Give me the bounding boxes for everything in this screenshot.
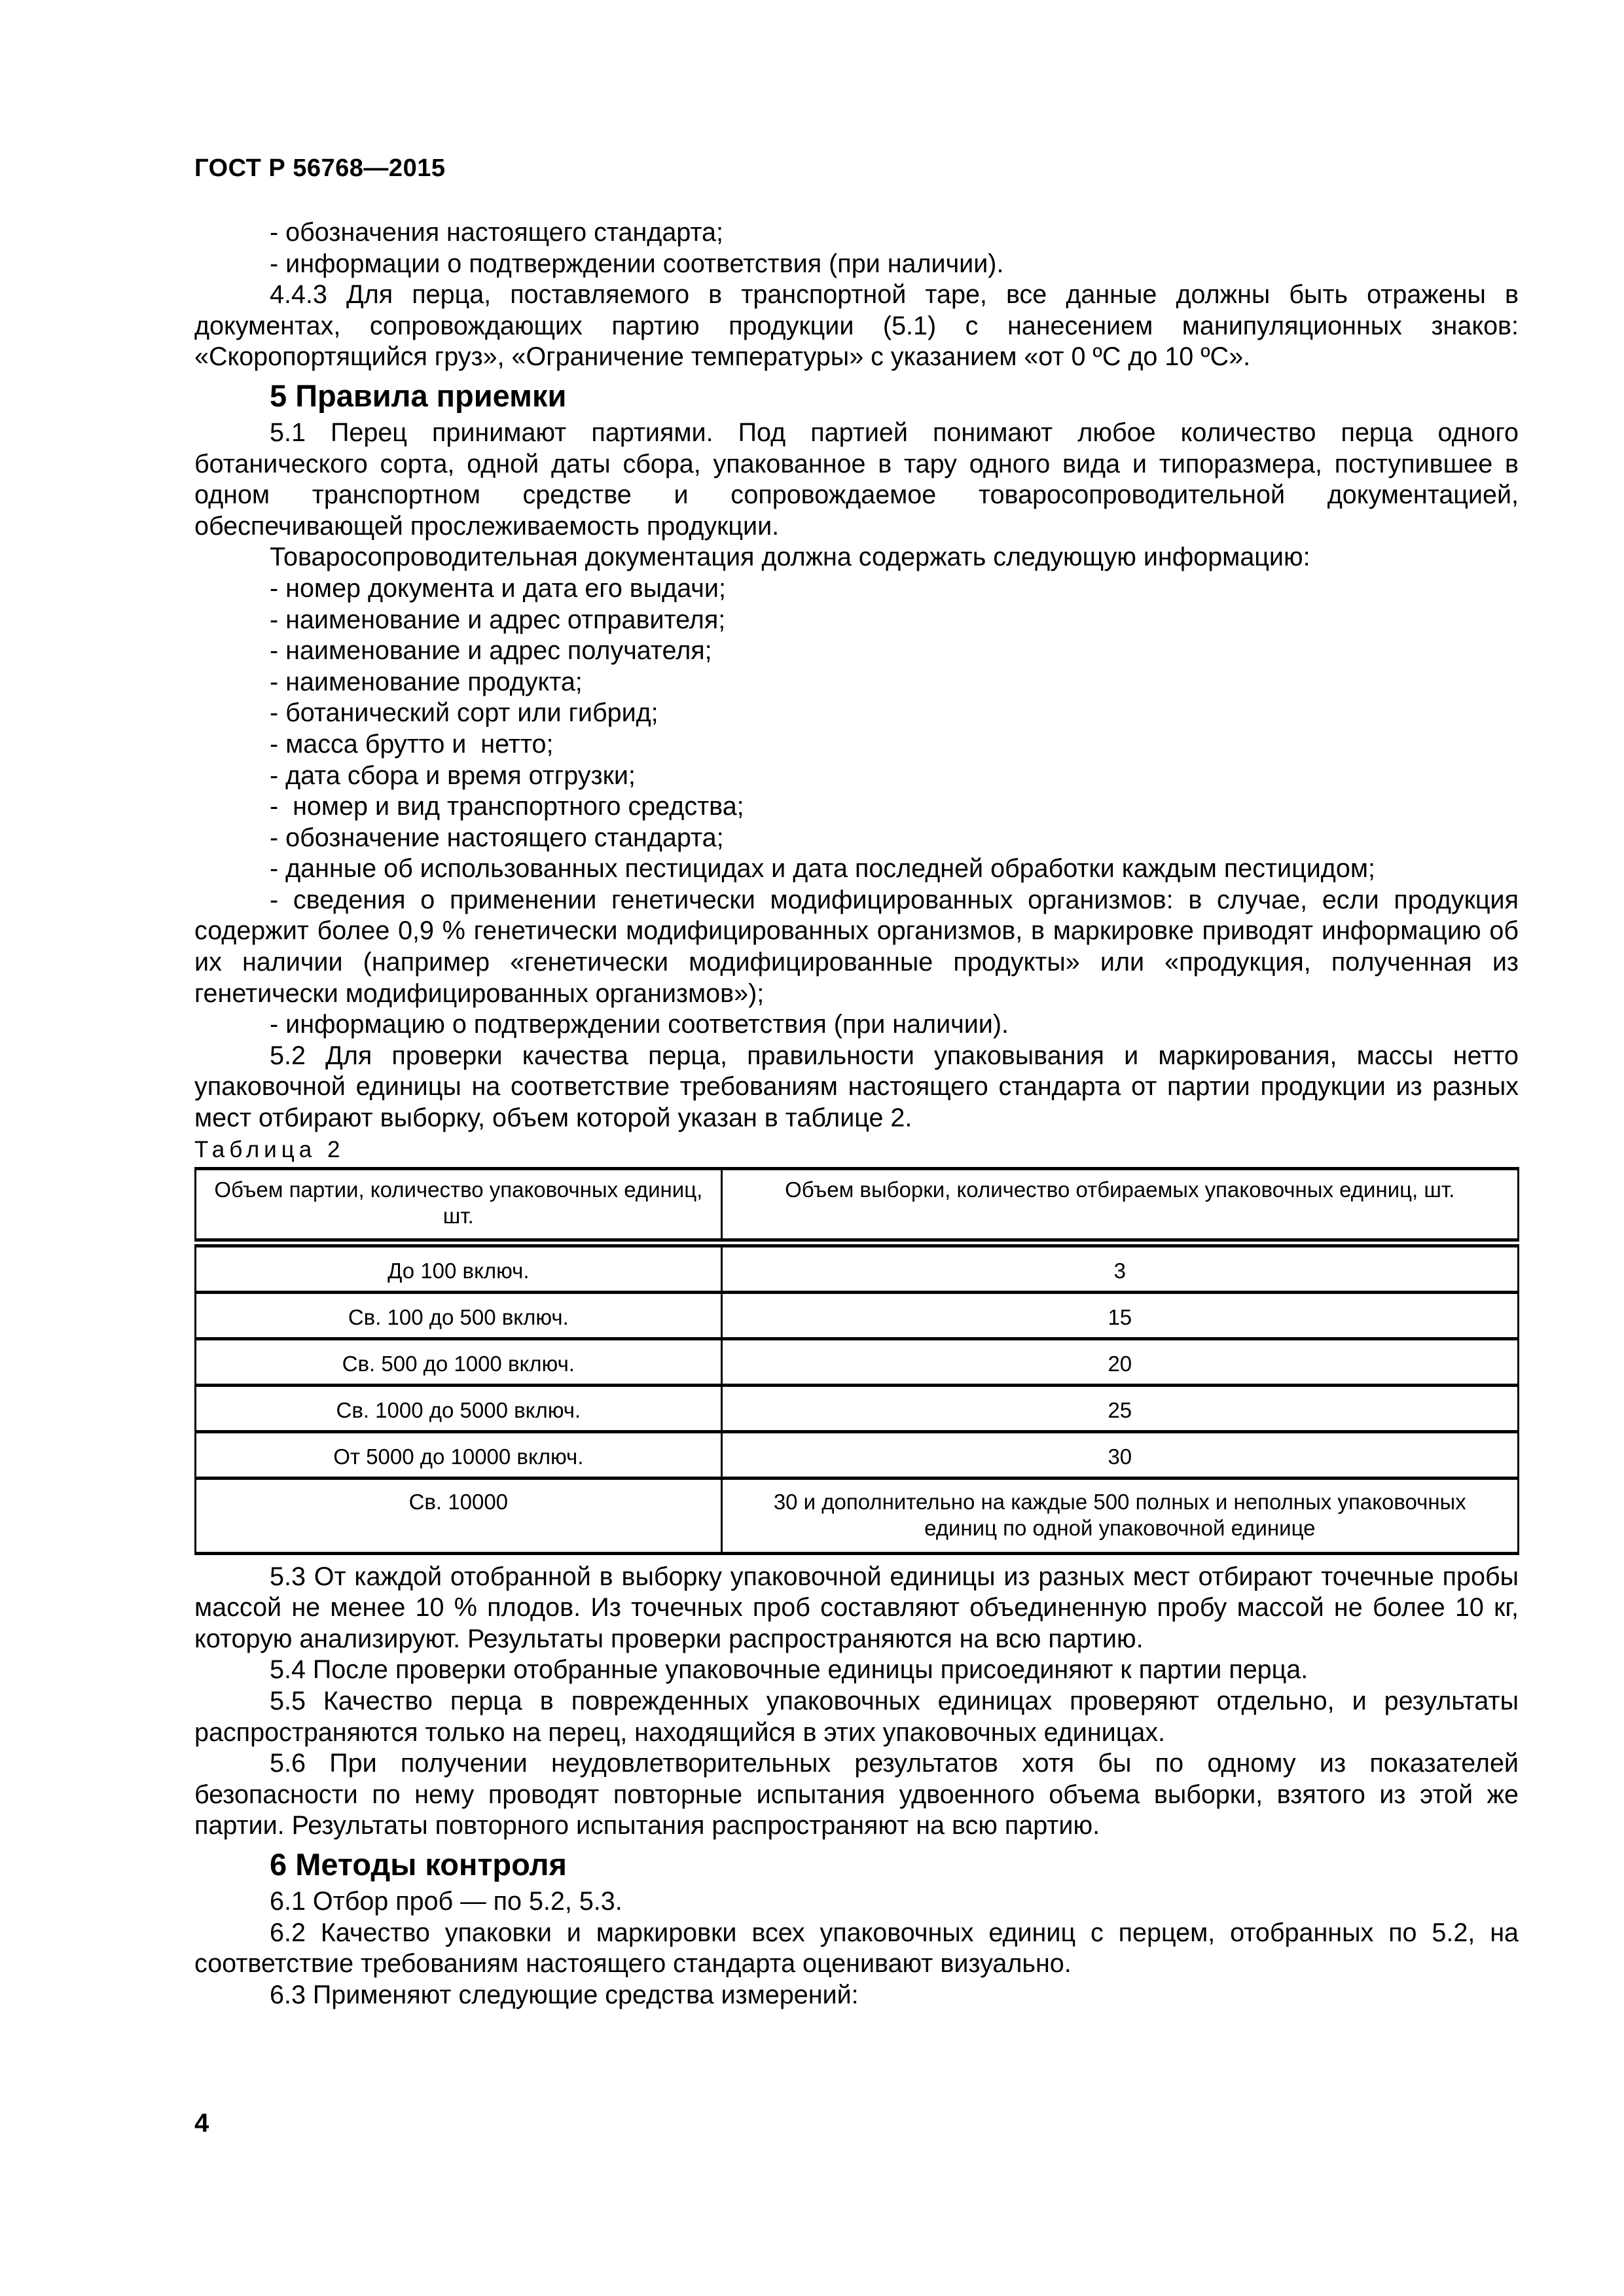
cell-sample-size: 30 (721, 1431, 1518, 1478)
document-body (194, 217, 1519, 2011)
column-header-lot-size: Объем партии, количество упаковочных единиц, шт. (196, 1168, 722, 1243)
cell-lot-size: Св. 1000 до 5000 включ. (196, 1385, 722, 1431)
cell-sample-size: 30 и дополнительно на каждые 500 полных и неполных упаковочных единиц по одной упаковочной единице (721, 1478, 1518, 1553)
cell-sample-size: 25 (721, 1385, 1518, 1431)
paragraph-5-3: 5.3 От каждой отобранной в выборку упаковочной единицы из разных мест отбирают точечные пробы массой не менее 10 % плодов. Из точечных проб составляют объединенную пробу массой не более 10 кг, которую анализируют. Результаты проверки распространяются на всю партию. (194, 1562, 1519, 1653)
table-row (196, 1478, 1519, 1553)
docs-intro: Товаросопроводительная документация должна содержать следующую информацию: (270, 543, 1310, 572)
cell-sample-size: 15 (721, 1292, 1518, 1338)
table-caption: Таблица 2 (194, 1136, 345, 1162)
table-row (196, 1431, 1519, 1478)
sample-size-table (194, 1167, 1519, 1555)
list-item: - наименование и адрес отправителя; (270, 605, 726, 634)
cell-sample-size: 20 (721, 1338, 1518, 1385)
paragraph-5-6: 5.6 При получении неудовлетворительных результатов хотя бы по одному из показателей безопасности по нему проводят повторные испытания удвоенного объема выборки, взятого из этой же партии. Результаты повторного испытания распространяют на всю партию. (194, 1749, 1519, 1840)
paragraph-6-3: 6.3 Применяют следующие средства измерений: (270, 1980, 859, 2009)
list-item: - обозначение настоящего стандарта; (270, 823, 724, 852)
list-item-gmo: - сведения о применении генетически модифицированных организмов: в случае, если продукция содержит более 0,9 % генетически модифицированных организмов, в маркировке приводят информацию об их наличии (например «генетически модифицированные продукты» или «продукция, полученная из генетически модифицированных организмов»); (194, 885, 1519, 1008)
document-header: ГОСТ Р 56768—2015 (194, 154, 446, 182)
list-item: - обозначения настоящего стандарта; (270, 218, 723, 247)
cell-lot-size: Св. 100 до 500 включ. (196, 1292, 722, 1338)
list-item: - данные об использованных пестицидах и дата последней обработки каждым пестицидом; (270, 854, 1375, 884)
paragraph-4-4-3: 4.4.3 Для перца, поставляемого в транспортной таре, все данные должны быть отражены в документах, сопровождающих партию продукции (5.1) с нанесением манипуляционных знаков: «Скоропортящийся груз», «Ограничение температуры» с указанием «от 0 ºС до 10 ºС». (194, 280, 1519, 372)
column-header-sample-size: Объем выборки, количество отбираемых упаковочных единиц, шт. (721, 1168, 1518, 1243)
paragraph-6-1: 6.1 Отбор проб — по 5.2, 5.3. (270, 1886, 623, 1916)
table-row (196, 1292, 1519, 1338)
cell-lot-size: От 5000 до 10000 включ. (196, 1431, 722, 1478)
list-item: - информации о подтверждении соответствия (при наличии). (270, 249, 1004, 278)
cell-lot-size: До 100 включ. (196, 1243, 722, 1293)
list-item: - номер и вид транспортного средства; (270, 792, 744, 821)
paragraph-6-2: 6.2 Качество упаковки и маркировки всех упаковочных единиц с перцем, отобранных по 5.2, на соответствие требованиям настоящего стандарта оценивают визуально. (194, 1918, 1519, 1979)
list-item: - ботанический сорт или гибрид; (270, 698, 659, 728)
paragraph-5-2: 5.2 Для проверки качества перца, правильности упаковывания и маркирования, массы нетто упаковочной единицы на соответствие требованиям настоящего стандарта от партии продукции из разных мест отбирают выборку, объем которой указан в таблице 2. (194, 1041, 1519, 1133)
list-item: - масса брутто и нетто; (270, 729, 554, 759)
section-heading-5: 5 Правила приемки (270, 378, 567, 413)
paragraph-5-5: 5.5 Качество перца в поврежденных упаковочных единицах проверяют отдельно, и результаты распространяются только на перец, находящийся в этих упаковочных единицах. (194, 1687, 1519, 1747)
list-item: - номер документа и дата его выдачи; (270, 573, 726, 603)
cell-lot-size: Св. 500 до 1000 включ. (196, 1338, 722, 1385)
table-row (196, 1338, 1519, 1385)
cell-sample-size: 3 (721, 1243, 1518, 1293)
paragraph-5-1: 5.1 Перец принимают партиями. Под партией понимают любое количество перца одного ботанического сорта, одной даты сбора, упакованное в тару одного вида и типоразмера, поступившее в одном транспортном средстве и сопровождаемое товаросопроводительной документацией, обеспечивающей прослеживаемость продукции. (194, 418, 1519, 541)
table-header-row (196, 1168, 1519, 1243)
cell-lot-size: Св. 10000 (196, 1478, 722, 1553)
paragraph-5-4: 5.4 После проверки отобранные упаковочные единицы присоединяют к партии перца. (270, 1655, 1308, 1685)
list-item-conformity: - информацию о подтверждении соответствия (при наличии). (270, 1010, 1009, 1039)
table-row (196, 1243, 1519, 1293)
page-number: 4 (194, 2109, 209, 2138)
list-item: - наименование продукта; (270, 667, 583, 696)
list-item: - наименование и адрес получателя; (270, 636, 712, 666)
section-heading-6: 6 Методы контроля (270, 1846, 567, 1882)
list-item: - дата сбора и время отгрузки; (270, 761, 636, 790)
table-row (196, 1385, 1519, 1431)
